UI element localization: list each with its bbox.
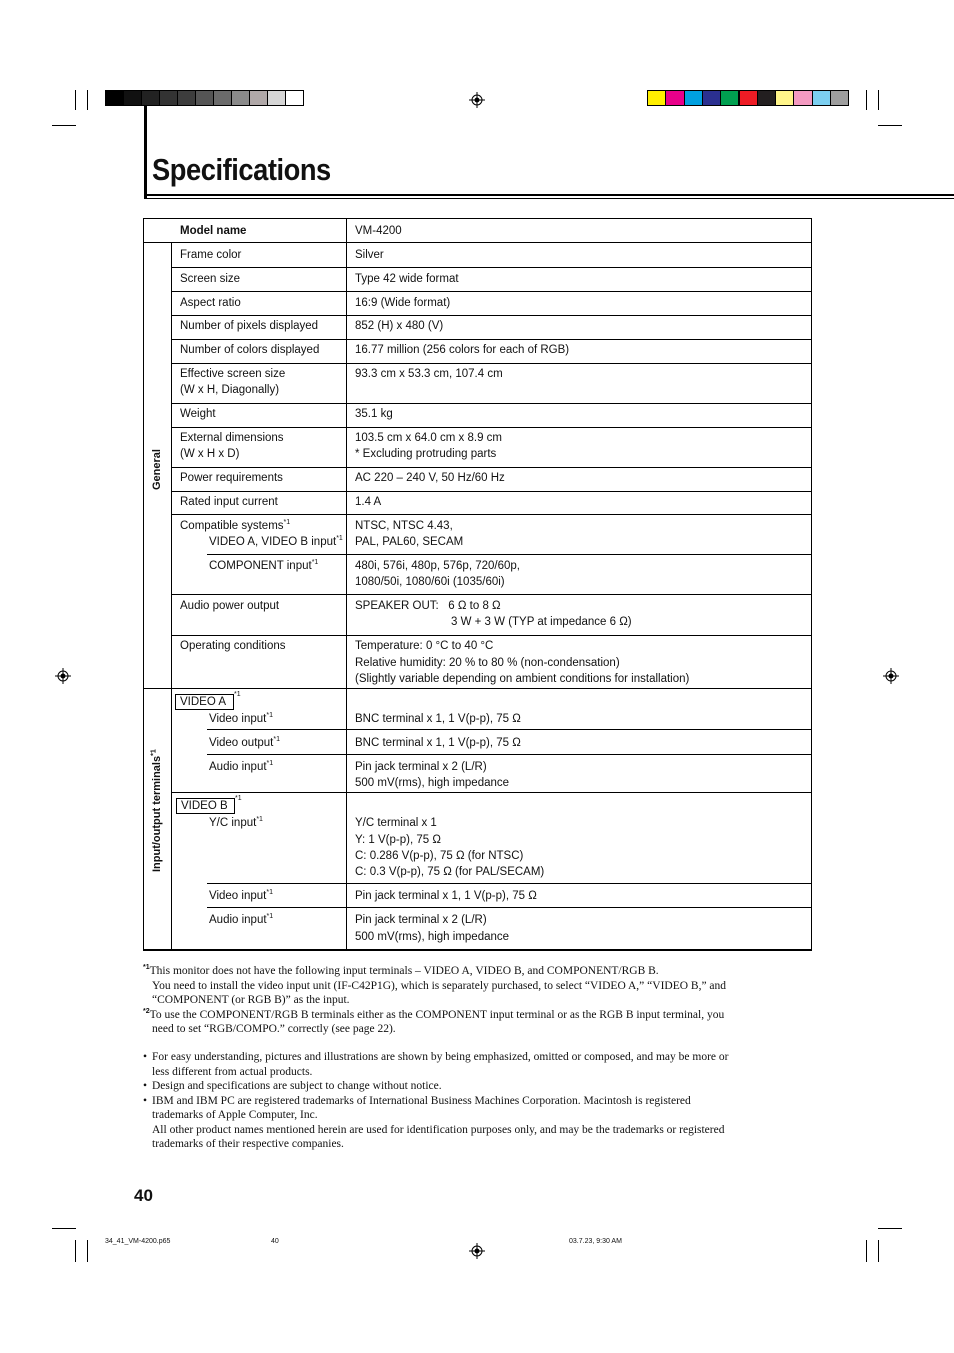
- row-line: [171, 267, 812, 268]
- crop-mark: [866, 90, 867, 110]
- row-line: [171, 792, 812, 793]
- label-video-a-video-input: [209, 711, 273, 727]
- label-text: COMPONENT input: [209, 560, 312, 572]
- color-swatch: [647, 90, 666, 106]
- footnote-mark: *1: [143, 964, 150, 972]
- label-text: Video output: [209, 737, 274, 749]
- footnote-ref: *1: [266, 913, 274, 921]
- label-video-b-yc-input: [209, 815, 263, 831]
- color-swatch: [720, 90, 739, 106]
- label-colors: Number of colors displayed: [180, 344, 320, 356]
- crop-mark: [878, 1240, 879, 1262]
- label-video-ab-input: [209, 534, 343, 550]
- bullet-text: For easy understanding, pictures and illustrations are shown by being emphasized, omitted or composed, and may be more or: [152, 1051, 729, 1063]
- color-swatch: [141, 90, 160, 106]
- bullet-icon: •: [143, 1080, 148, 1092]
- color-swatch: [249, 90, 268, 106]
- label-audio-power: Audio power output: [180, 600, 280, 612]
- value-component-input-2: 1080/50i, 1080/60i (1035/60i): [355, 576, 505, 588]
- footnote-text: To use the COMPONENT/RGB B terminals either as the COMPONENT input terminal or as the RGB B input terminal, you: [149, 1008, 725, 1021]
- registration-mark-icon: [469, 1243, 485, 1259]
- footnote-ref: *1: [234, 691, 241, 698]
- label-screen-size: Screen size: [180, 273, 241, 285]
- value-video-a-video-input: BNC terminal x 1, 1 V(p-p), 75 Ω: [355, 713, 521, 725]
- color-swatch: [830, 90, 849, 106]
- registration-mark-icon: [469, 92, 485, 108]
- row-line: [171, 363, 812, 364]
- footnote-ref: *1: [235, 795, 242, 802]
- label-dimensions: External dimensions: [180, 432, 284, 444]
- label-frame-color: Frame color: [180, 249, 242, 261]
- bullet-text: Design and specifications are subject to change without notice.: [152, 1080, 442, 1092]
- color-swatch: [684, 90, 703, 106]
- registration-mark-icon: [55, 668, 71, 684]
- section-label-io: [151, 749, 163, 872]
- label-model-name: Model name: [180, 225, 247, 237]
- footnote-ref: *1: [150, 749, 158, 756]
- value-model-name: VM-4200: [355, 225, 402, 237]
- footnote-ref: *1: [273, 736, 280, 744]
- color-swatch: [665, 90, 684, 106]
- label-text: Audio input: [209, 761, 267, 773]
- row-line: [171, 467, 812, 468]
- table-border: [143, 218, 812, 219]
- label-effective-screen: Effective screen size: [180, 368, 286, 380]
- bullet-text: trademarks of their respective companies.: [152, 1138, 344, 1150]
- footnote-ref: *1: [266, 712, 273, 720]
- footnote-ref: *1: [256, 816, 263, 824]
- page-number: 40: [134, 1186, 153, 1205]
- value-compatible-systems-2: PAL, PAL60, SECAM: [355, 536, 464, 548]
- color-swatch: [739, 90, 758, 106]
- table-divider: [346, 218, 347, 950]
- row-line: [207, 729, 812, 730]
- value-screen-size: Type 42 wide format: [355, 273, 459, 285]
- value-audio-power: SPEAKER OUT: 6 Ω to 8 Ω: [355, 600, 501, 612]
- table-divider: [171, 242, 172, 950]
- row-line: [171, 594, 812, 595]
- value-aspect-ratio: 16:9 (Wide format): [355, 297, 451, 309]
- row-line: [171, 514, 812, 515]
- table-border: [143, 949, 812, 951]
- footnote-ref: *1: [311, 559, 319, 567]
- crop-mark: [878, 125, 902, 126]
- bullet-item: [143, 1050, 815, 1065]
- value-video-a-video-output: BNC terminal x 1, 1 V(p-p), 75 Ω: [355, 737, 521, 749]
- label-pixels: Number of pixels displayed: [180, 320, 319, 332]
- label-text: Compatible systems: [180, 520, 284, 532]
- color-swatch: [702, 90, 721, 106]
- footnote-text: This monitor does not have the following input terminals – VIDEO A, VIDEO B, and COMPONENT/RGB B.: [149, 965, 659, 977]
- value-video-b-yc-c-ntsc: C: 0.286 V(p-p), 75 Ω (for NTSC): [355, 850, 524, 862]
- label-text: Video input: [209, 890, 267, 902]
- label-component-input: [209, 558, 318, 574]
- color-swatch: [195, 90, 214, 106]
- label-text: Video input: [209, 713, 267, 725]
- footnote-1: [143, 964, 815, 1037]
- row-line: [171, 315, 812, 316]
- value-colors: 16.77 million (256 colors for each of RGB): [355, 344, 570, 356]
- label-operating-conditions: Operating conditions: [180, 640, 286, 652]
- row-line: [171, 403, 812, 404]
- color-swatch: [267, 90, 286, 106]
- label-dimensions-sub: (W x H x D): [180, 448, 240, 460]
- footer-file: 34_41_VM-4200.p65: [105, 1238, 171, 1245]
- color-swatch: [159, 90, 178, 106]
- row-line: [207, 554, 812, 555]
- footnote-text: “COMPONENT (or RGB B)” as the input.: [152, 994, 350, 1006]
- bullet-icon: •: [143, 1094, 148, 1107]
- table-border: [143, 218, 144, 950]
- value-video-a-audio-input-2: 500 mV(rms), high impedance: [355, 777, 510, 789]
- title-rule: [144, 198, 954, 199]
- label-text: Audio input: [209, 914, 267, 926]
- title-rule: [144, 194, 954, 196]
- group-label-video-b: VIDEO B: [176, 798, 235, 814]
- color-swatch: [123, 90, 142, 106]
- crop-mark: [75, 1240, 76, 1262]
- color-swatch: [775, 90, 794, 106]
- crop-mark: [52, 1228, 76, 1229]
- row-line: [171, 339, 812, 340]
- label-aspect-ratio: Aspect ratio: [180, 297, 241, 309]
- value-video-b-video-input: Pin jack terminal x 1, 1 V(p-p), 75 Ω: [355, 890, 537, 902]
- crop-mark: [866, 1240, 867, 1262]
- crop-mark: [75, 90, 76, 110]
- label-video-a-video-output: [209, 735, 280, 751]
- color-swatch: [105, 90, 124, 106]
- bullet-text: All other product names mentioned herein are used for identification purposes only, and may be the trademarks or registered: [152, 1123, 725, 1136]
- value-audio-power-2: 3 W + 3 W (TYP at impedance 6 Ω): [451, 616, 632, 628]
- label-text: Y/C input: [209, 817, 257, 829]
- bullet-icon: •: [143, 1051, 148, 1063]
- footnote-mark: *2: [143, 1007, 150, 1015]
- value-dimensions: 103.5 cm x 64.0 cm x 8.9 cm: [355, 432, 503, 444]
- table-border: [811, 218, 812, 950]
- bullet-text: trademarks of Apple Computer, Inc.: [152, 1109, 318, 1121]
- value-component-input: 480i, 576i, 480p, 576p, 720/60p,: [355, 560, 520, 572]
- value-compatible-systems: NTSC, NTSC 4.43,: [355, 520, 453, 532]
- value-power: AC 220 – 240 V, 50 Hz/60 Hz: [355, 472, 505, 484]
- value-video-b-yc-c-pal: C: 0.3 V(p-p), 75 Ω (for PAL/SECAM): [355, 866, 545, 878]
- registration-mark-icon: [883, 668, 899, 684]
- label-rated-current: Rated input current: [180, 496, 278, 508]
- row-line: [207, 754, 812, 755]
- label-effective-screen-sub: (W x H, Diagonally): [180, 384, 280, 396]
- crop-mark: [87, 90, 88, 110]
- row-line: [171, 635, 812, 636]
- row-line: [171, 427, 812, 428]
- bullet-notes: [143, 1050, 815, 1152]
- value-dimensions-note: * Excluding protruding parts: [355, 448, 497, 460]
- value-video-b-audio-input-2: 500 mV(rms), high impedance: [355, 931, 510, 943]
- footnote-ref: *1: [336, 535, 343, 543]
- row-line: [171, 491, 812, 492]
- row-line: [143, 688, 812, 689]
- crop-mark: [52, 125, 76, 126]
- value-effective-screen: 93.3 cm x 53.3 cm, 107.4 cm: [355, 368, 503, 380]
- label-text: VIDEO A, VIDEO B input: [209, 536, 337, 548]
- section-label-io-text: Input/output terminals: [151, 755, 163, 872]
- footnote-text: need to set “RGB/COMPO.” correctly (see page 22).: [152, 1023, 396, 1035]
- label-power: Power requirements: [180, 472, 283, 484]
- value-video-a-audio-input: Pin jack terminal x 2 (L/R): [355, 761, 487, 773]
- crop-mark: [878, 90, 879, 110]
- row-line: [207, 883, 812, 884]
- value-rated-current: 1.4 A: [355, 496, 382, 508]
- label-video-a-audio-input: [209, 759, 273, 775]
- value-video-b-audio-input: Pin jack terminal x 2 (L/R): [355, 914, 487, 926]
- color-swatch: [812, 90, 831, 106]
- title-accent-bar: [144, 106, 147, 199]
- row-line: [143, 242, 812, 243]
- row-line: [171, 291, 812, 292]
- footer-date: 03.7.23, 9:30 AM: [569, 1238, 622, 1245]
- footnote-ref: *1: [266, 889, 273, 897]
- bullet-item: [143, 1079, 815, 1094]
- color-swatch: [213, 90, 232, 106]
- footnote-ref: *1: [283, 519, 291, 527]
- value-operating-temp: Temperature: 0 °C to 40 °C: [355, 640, 494, 652]
- footnote-1-line: [143, 964, 815, 979]
- bullet-text: IBM and IBM PC are registered trademarks of International Business Machines Corporation. Macintosh is registered: [152, 1094, 691, 1107]
- group-label-video-a: VIDEO A: [175, 694, 234, 710]
- color-swatch: [231, 90, 250, 106]
- value-video-b-yc-y: Y: 1 V(p-p), 75 Ω: [355, 834, 441, 846]
- value-pixels: 852 (H) x 480 (V): [355, 320, 444, 332]
- label-video-b-audio-input: [209, 912, 273, 928]
- value-frame-color: Silver: [355, 249, 384, 261]
- row-line: [207, 907, 812, 908]
- section-label-general: General: [151, 449, 163, 490]
- value-operating-note: (Slightly variable depending on ambient conditions for installation): [355, 673, 690, 685]
- color-swatch: [793, 90, 812, 106]
- value-video-b-yc-input: Y/C terminal x 1: [355, 817, 437, 829]
- footnote-ref: *1: [266, 760, 274, 768]
- crop-mark: [87, 1240, 88, 1262]
- footnote-text: You need to install the video input unit (IF-C42P1G), which is separately purchased, to select “VIDEO A,” “VIDEO B,” and: [152, 979, 727, 992]
- label-video-b-video-input: [209, 888, 273, 904]
- value-operating-humidity: Relative humidity: 20 % to 80 % (non-condensation): [355, 657, 620, 669]
- value-weight: 35.1 kg: [355, 408, 393, 420]
- footer-page: 40: [271, 1238, 279, 1245]
- color-swatch: [285, 90, 304, 106]
- bullet-text: less different from actual products.: [152, 1065, 313, 1078]
- footnote-2-line: [143, 1008, 815, 1023]
- bullet-item: [143, 1094, 815, 1109]
- label-compatible-systems: [180, 518, 290, 534]
- color-swatch: [757, 90, 776, 106]
- color-swatch: [177, 90, 196, 106]
- page-title: Specifications: [152, 152, 331, 187]
- crop-mark: [878, 1228, 902, 1229]
- label-weight: Weight: [180, 408, 216, 420]
